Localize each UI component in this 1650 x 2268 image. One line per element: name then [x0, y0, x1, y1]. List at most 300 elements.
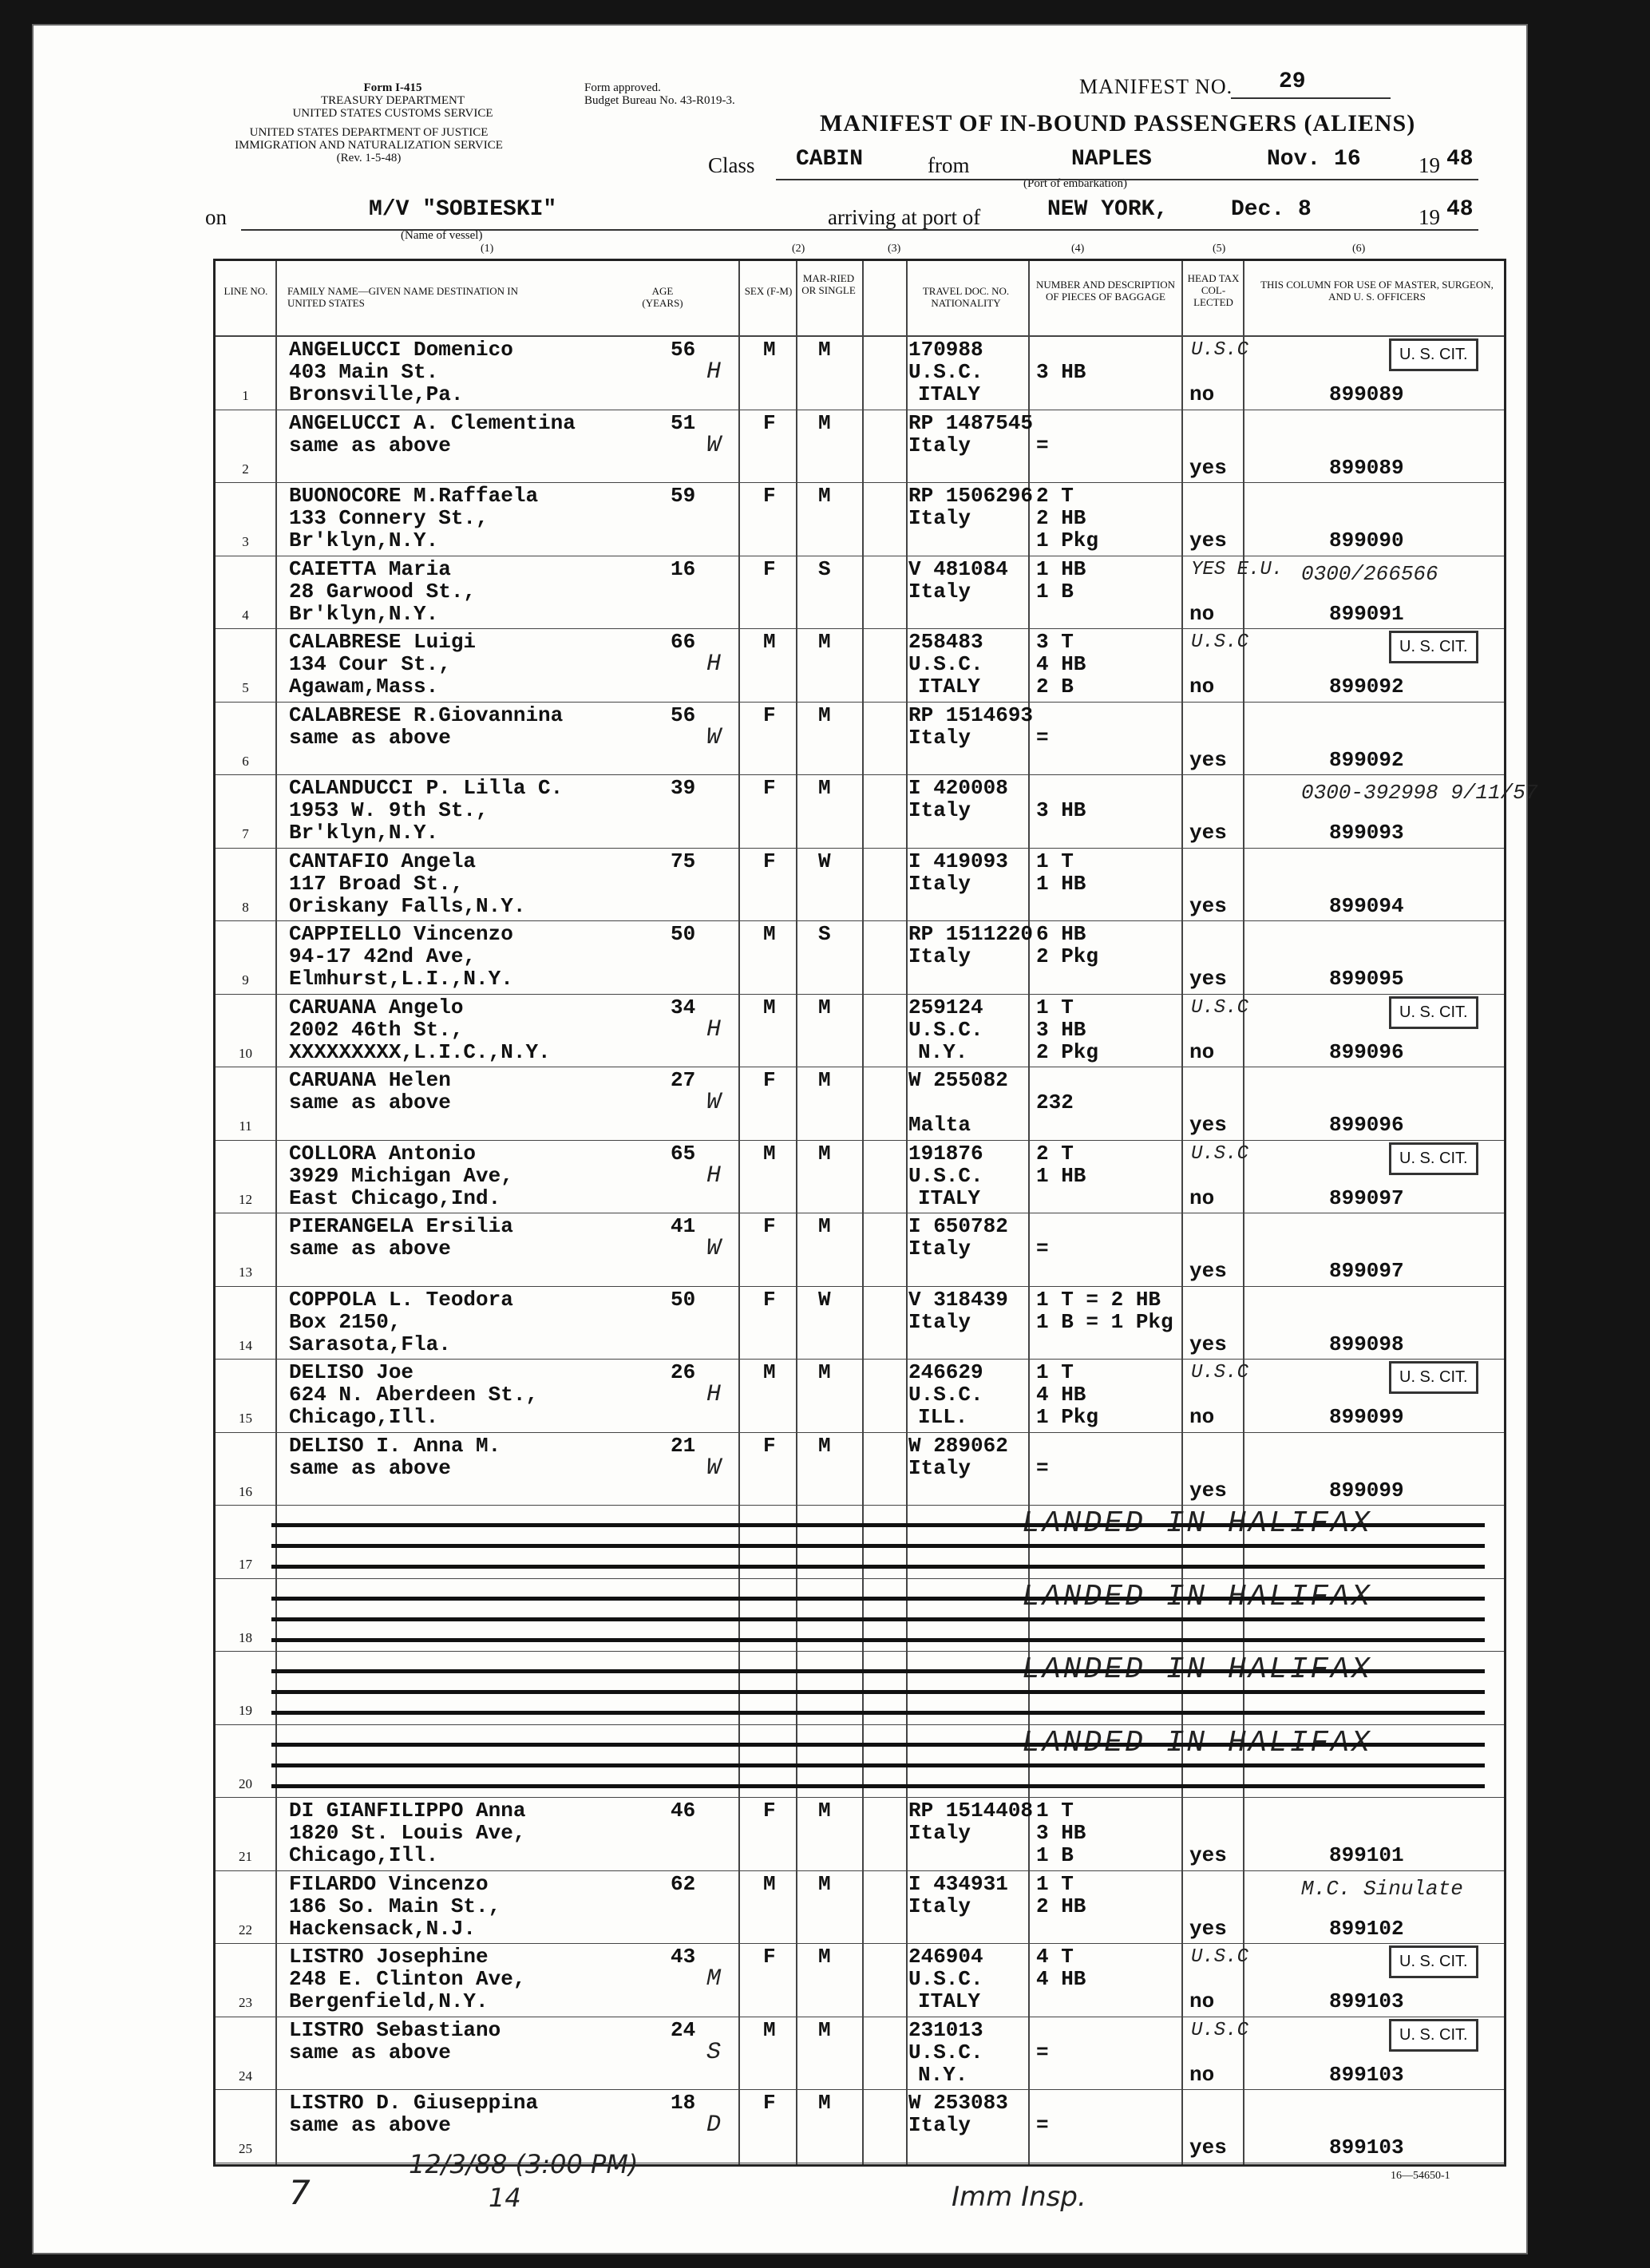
officer-number: 899092 [1329, 747, 1404, 772]
officer-handwritten: 0300-392998 9/11/57 [1301, 781, 1538, 805]
marital-status: M [818, 410, 831, 435]
family-name: BUONOCORE M.Raffaela [289, 484, 539, 508]
nationality-note: N.Y. [918, 2062, 968, 2087]
line-number: 22 [239, 1922, 252, 1937]
baggage-line: LANDED IN HALIFAX [1022, 1506, 1372, 1541]
strike-line [271, 1669, 1485, 1673]
family-name: FILARDO Vincenzo [289, 1871, 489, 1896]
head-tax: yes [1189, 1478, 1227, 1502]
officer-number: 899103 [1329, 1989, 1404, 2013]
baggage-line: 232 [1036, 1090, 1074, 1114]
baggage-line: 2 B [1036, 675, 1074, 699]
vessel-rule [241, 229, 1478, 231]
embarkation-year: 48 [1446, 147, 1474, 172]
officer-number: 899093 [1329, 821, 1404, 845]
relation-note: D [706, 2112, 722, 2139]
travel-doc: 259124 [908, 995, 983, 1019]
baggage-line: 2 HB [1036, 506, 1086, 530]
table-row [216, 337, 1504, 410]
line-number: 5 [242, 680, 249, 695]
footer-seven: 7 [289, 2173, 311, 2212]
table-row [216, 1287, 1504, 1360]
col-baggage-header: NUMBER AND DESCRIPTION OF PIECES OF BAGGAGE [1035, 279, 1176, 303]
table-row [216, 483, 1504, 556]
baggage-line: 4 HB [1036, 652, 1086, 676]
baggage-line: 1 Pkg [1036, 528, 1099, 552]
line-number: 2 [242, 461, 249, 477]
marital-status: M [818, 2017, 831, 2042]
class-value: CABIN [796, 147, 864, 172]
officer-number: 899099 [1329, 1405, 1404, 1429]
us-citizen-stamp: U. S. CIT. [1389, 1945, 1478, 1978]
address-line: 28 Garwood St., [289, 579, 477, 604]
form-line: Form I-415 [363, 81, 422, 94]
baggage-line: 1 T [1036, 849, 1074, 873]
travel-doc: 246904 [908, 1945, 983, 1969]
family-name: DELISO Joe [289, 1360, 414, 1384]
travel-doc: RP 1514693 [908, 703, 1034, 727]
address-line: 3929 Michigan Ave, [289, 1163, 513, 1188]
vessel-name: M/V "SOBIESKI" [369, 197, 557, 222]
age: 62 [671, 1871, 696, 1896]
address-line: same as above [289, 1090, 451, 1114]
address-line: same as above [289, 1237, 451, 1261]
address-line: Elmhurst,L.I.,N.Y. [289, 967, 513, 991]
nationality-note: ITALY [918, 1989, 981, 2013]
age: 65 [671, 1141, 696, 1166]
baggage-line: 1 B [1036, 579, 1074, 604]
marital-status: M [818, 1871, 831, 1896]
head-tax: yes [1189, 893, 1227, 918]
baggage-line: 2 T [1036, 484, 1074, 508]
address-line: Box 2150, [289, 1309, 402, 1334]
address-line: Agawam,Mass. [289, 675, 439, 699]
address-line: Hackensack,N.J. [289, 1916, 477, 1941]
nationality: Italy [908, 433, 971, 457]
address-line: Bergenfield,N.Y. [289, 1989, 489, 2013]
line-number: 16 [239, 1483, 252, 1499]
nationality: U.S.C. [908, 2040, 983, 2064]
nationality: U.S.C. [908, 360, 983, 384]
officer-number: 899094 [1329, 893, 1404, 918]
embarkation-year-prefix: 19 [1419, 153, 1440, 177]
manifest-no-rule [1231, 97, 1391, 99]
strike-line [271, 1784, 1485, 1788]
strike-line [271, 1597, 1485, 1601]
baggage-line: 3 HB [1036, 798, 1086, 822]
address-line: 134 Cour St., [289, 652, 451, 676]
marital-status: M [818, 338, 831, 362]
col-age-header: AGE (YEARS) [642, 285, 683, 309]
manifest-no: 29 [1279, 69, 1306, 94]
address-line: Oriskany Falls,N.Y. [289, 893, 526, 918]
table-row [216, 1871, 1504, 1944]
strike-line [271, 1638, 1485, 1642]
embarkation-port: NAPLES [1071, 147, 1152, 172]
officer-handwritten: 0300/266566 [1301, 561, 1438, 586]
sex: F [763, 1799, 776, 1823]
family-name: COLLORA Antonio [289, 1141, 477, 1166]
baggage-line: 2 Pkg [1036, 944, 1099, 968]
nationality: Italy [908, 798, 971, 822]
marital-status: M [818, 1214, 831, 1238]
age: 26 [671, 1360, 696, 1384]
col-number: (3) [888, 243, 901, 255]
class-label: Class [708, 153, 755, 177]
arrival-year: 48 [1446, 197, 1474, 222]
relation-note: W [706, 723, 722, 751]
col-travel-header: TRAVEL DOC. NO. NATIONALITY [922, 285, 1010, 309]
col-number: (2) [792, 243, 805, 255]
travel-doc: V 481084 [908, 556, 1008, 581]
strike-line [271, 1523, 1485, 1527]
doj-line: IMMIGRATION AND NATURALIZATION SERVICE [235, 139, 503, 152]
officer-number: 899099 [1329, 1478, 1404, 1502]
sex: M [763, 1871, 776, 1896]
baggage-line: 4 HB [1036, 1383, 1086, 1407]
nationality: Italy [908, 2113, 971, 2137]
travel-doc: RP 1487545 [908, 410, 1034, 435]
relation-note: W [706, 431, 722, 459]
table-row [216, 2017, 1504, 2090]
baggage-line: = [1036, 1237, 1049, 1261]
tax-handwritten: U.S.C [1191, 1142, 1249, 1165]
head-tax: no [1189, 675, 1215, 699]
line-number: 10 [239, 1045, 252, 1061]
line-number: 9 [242, 972, 249, 988]
head-tax: no [1189, 1185, 1215, 1210]
class-rule [776, 179, 1478, 180]
head-tax: yes [1189, 1259, 1227, 1283]
sex: F [763, 1945, 776, 1969]
table-row [216, 1652, 1504, 1724]
sex: M [763, 630, 776, 654]
officer-number: 899095 [1329, 967, 1404, 991]
us-citizen-stamp: U. S. CIT. [1389, 1142, 1478, 1175]
family-name: ANGELUCCI A. Clementina [289, 410, 576, 435]
sex: F [763, 703, 776, 727]
table-row [216, 1433, 1504, 1506]
manifest-title: MANIFEST OF IN-BOUND PASSENGERS (ALIENS) [820, 110, 1416, 137]
us-citizen-stamp: U. S. CIT. [1389, 631, 1478, 663]
age: 56 [671, 703, 696, 727]
col-number: (6) [1352, 243, 1366, 255]
travel-doc: I 419093 [908, 849, 1008, 873]
sex: F [763, 410, 776, 435]
approval-block [584, 81, 735, 107]
baggage-line: 3 T [1036, 630, 1074, 654]
relation-note: H [706, 1162, 722, 1189]
nationality: Italy [908, 1821, 971, 1845]
arrival-year-prefix: 19 [1419, 205, 1440, 229]
officer-number: 899097 [1329, 1259, 1404, 1283]
table-row [216, 995, 1504, 1067]
head-tax: no [1189, 1405, 1215, 1429]
marital-status: M [818, 995, 831, 1019]
table-row [216, 1506, 1504, 1578]
doj-line: UNITED STATES DEPARTMENT OF JUSTICE [249, 126, 489, 139]
baggage-line: = [1036, 2040, 1049, 2064]
col-sex-header: SEX (F-M) [744, 285, 793, 297]
col-number: (4) [1071, 243, 1085, 255]
sex: F [763, 2091, 776, 2115]
manifest-no-label: MANIFEST NO. [1079, 75, 1233, 98]
table-row [216, 849, 1504, 921]
age: 56 [671, 338, 696, 362]
baggage-line: 3 HB [1036, 360, 1086, 384]
table-row [216, 1067, 1504, 1140]
age: 18 [671, 2091, 696, 2115]
line-number: 12 [239, 1191, 252, 1207]
nationality: U.S.C. [908, 1163, 983, 1188]
approval-line: Form approved. [584, 81, 661, 94]
col-number: (5) [1213, 243, 1226, 255]
address-line: same as above [289, 433, 451, 457]
line-number: 20 [239, 1775, 252, 1791]
table-row [216, 1213, 1504, 1286]
nationality-note: N.Y. [918, 1039, 968, 1064]
head-tax: yes [1189, 747, 1227, 772]
nationality: Malta [908, 1113, 971, 1137]
us-citizen-stamp: U. S. CIT. [1389, 338, 1478, 371]
baggage-line: 1 B [1036, 1843, 1074, 1867]
travel-doc: W 255082 [908, 1068, 1008, 1092]
sex: F [763, 776, 776, 800]
line-number: 11 [239, 1118, 252, 1134]
line-number: 7 [242, 826, 249, 841]
family-name: CARUANA Angelo [289, 995, 464, 1019]
family-name: ANGELUCCI Domenico [289, 338, 513, 362]
sex: F [763, 484, 776, 508]
age: 27 [671, 1068, 696, 1092]
marital-status: M [818, 1068, 831, 1092]
marital-status: M [818, 1141, 831, 1166]
travel-doc: RP 1506296 [908, 484, 1034, 508]
address-line: 248 E. Clinton Ave, [289, 1967, 526, 1991]
nationality-note: ILL. [918, 1405, 968, 1429]
marital-status: M [818, 1945, 831, 1969]
family-name: CALABRESE Luigi [289, 630, 477, 654]
port-caption: (Port of embarkation) [1023, 177, 1127, 190]
address-line: Br'klyn,N.Y. [289, 601, 439, 626]
travel-doc: 170988 [908, 338, 983, 362]
nationality: Italy [908, 506, 971, 530]
officer-handwritten: M.C. Sinulate [1301, 1876, 1463, 1901]
line-number: 18 [239, 1629, 252, 1645]
baggage-line: 1 B = 1 Pkg [1036, 1309, 1173, 1334]
embarkation-date: Nov. 16 [1267, 147, 1361, 172]
nationality: Italy [908, 1894, 971, 1918]
relation-note: H [706, 358, 722, 386]
family-name: CALANDUCCI P. Lilla C. [289, 776, 564, 800]
nationality: U.S.C. [908, 1383, 983, 1407]
age: 50 [671, 922, 696, 946]
address-line: Sarasota,Fla. [289, 1332, 451, 1356]
address-line: 1953 W. 9th St., [289, 798, 489, 822]
marital-status: M [818, 776, 831, 800]
family-name: LISTRO D. Giuseppina [289, 2091, 539, 2115]
baggage-line: 1 Pkg [1036, 1405, 1099, 1429]
marital-status: W [818, 1287, 831, 1312]
officer-number: 899102 [1329, 1916, 1404, 1941]
marital-status: M [818, 630, 831, 654]
form-code: 16—54650-1 [1391, 2170, 1450, 2182]
head-tax: yes [1189, 1113, 1227, 1137]
baggage-line: 1 T = 2 HB [1036, 1287, 1161, 1312]
age: 50 [671, 1287, 696, 1312]
baggage-line: 1 HB [1036, 871, 1086, 896]
approval-line: Budget Bureau No. 43-R019-3. [584, 94, 735, 107]
vessel-caption: (Name of vessel) [401, 229, 483, 242]
arrival-port: NEW YORK, [1047, 197, 1169, 222]
family-name: LISTRO Josephine [289, 1945, 489, 1969]
form-line: UNITED STATES CUSTOMS SERVICE [292, 107, 493, 120]
travel-doc: I 650782 [908, 1214, 1008, 1238]
line-number: 14 [239, 1337, 252, 1353]
us-citizen-stamp: U. S. CIT. [1389, 1361, 1478, 1394]
relation-note: W [706, 1089, 722, 1116]
age: 34 [671, 995, 696, 1019]
travel-doc: V 318439 [908, 1287, 1008, 1312]
travel-doc: RP 1511220 [908, 922, 1034, 946]
address-line: 133 Connery St., [289, 506, 489, 530]
relation-note: W [706, 1454, 722, 1482]
sex: F [763, 1214, 776, 1238]
strike-line [271, 1711, 1485, 1715]
doj-block [201, 126, 536, 164]
table-row [216, 775, 1538, 848]
baggage-line: 3 HB [1036, 1821, 1086, 1845]
table-row [216, 1141, 1504, 1213]
table-row [216, 1798, 1504, 1870]
sex: F [763, 1433, 776, 1458]
baggage-line: LANDED IN HALIFAX [1022, 1653, 1372, 1687]
table-row [216, 1579, 1504, 1652]
address-line: XXXXXXXXX,L.I.C.,N.Y. [289, 1039, 551, 1064]
table-row [216, 629, 1504, 702]
age: 16 [671, 556, 696, 581]
travel-doc: W 289062 [908, 1433, 1008, 1458]
address-line: Bronsville,Pa. [289, 382, 464, 406]
line-number: 23 [239, 1995, 252, 2010]
strike-line [271, 1617, 1485, 1621]
family-name: CANTAFIO Angela [289, 849, 477, 873]
officer-number: 899090 [1329, 528, 1404, 552]
officer-number: 899092 [1329, 675, 1404, 699]
officer-number: 899097 [1329, 1185, 1404, 1210]
baggage-line: 3 HB [1036, 1017, 1086, 1042]
age: 39 [671, 776, 696, 800]
sex: M [763, 338, 776, 362]
address-line: 1820 St. Louis Ave, [289, 1821, 526, 1845]
baggage-line: 1 HB [1036, 556, 1086, 581]
sex: M [763, 1360, 776, 1384]
tax-handwritten: U.S.C [1191, 2019, 1249, 2041]
head-tax: yes [1189, 1843, 1227, 1867]
address-line: same as above [289, 2113, 451, 2137]
travel-doc: 231013 [908, 2017, 983, 2042]
officer-number: 899096 [1329, 1039, 1404, 1064]
nationality: Italy [908, 944, 971, 968]
age: 59 [671, 484, 696, 508]
footer-fourteen: 14 [489, 2183, 521, 2213]
from-label: from [928, 153, 970, 177]
address-line: same as above [289, 725, 451, 750]
on-label: on [205, 205, 227, 229]
travel-doc: 246629 [908, 1360, 983, 1384]
marital-status: M [818, 703, 831, 727]
sex: F [763, 556, 776, 581]
officer-number: 899103 [1329, 2135, 1404, 2159]
baggage-line: = [1036, 433, 1049, 457]
age: 46 [671, 1799, 696, 1823]
sex: M [763, 2017, 776, 2042]
address-line: 624 N. Aberdeen St., [289, 1383, 539, 1407]
travel-doc: I 434931 [908, 1871, 1008, 1896]
head-tax: no [1189, 601, 1215, 626]
head-tax: yes [1189, 821, 1227, 845]
sex: F [763, 1287, 776, 1312]
nationality: Italy [908, 1455, 971, 1480]
relation-note: H [706, 651, 722, 678]
col-name-header: FAMILY NAME—GIVEN NAME DESTINATION IN UNITED STATES [287, 285, 519, 309]
head-tax: yes [1189, 2135, 1227, 2159]
table-row [216, 921, 1504, 994]
nationality: U.S.C. [908, 1967, 983, 1991]
baggage-line: 1 T [1036, 1799, 1074, 1823]
line-number: 19 [239, 1703, 252, 1718]
address-line: Chicago,Ill. [289, 1405, 439, 1429]
line-number: 1 [242, 388, 249, 403]
line-number: 17 [239, 1557, 252, 1572]
nationality: Italy [908, 871, 971, 896]
passenger-table [213, 259, 1538, 2167]
us-citizen-stamp: U. S. CIT. [1389, 996, 1478, 1029]
doj-line: (Rev. 1-5-48) [336, 152, 402, 164]
marital-status: M [818, 484, 831, 508]
family-name: CAPPIELLO Vincenzo [289, 922, 513, 946]
address-line: Chicago,Ill. [289, 1843, 439, 1867]
strike-line [271, 1743, 1485, 1747]
sex: M [763, 922, 776, 946]
us-citizen-stamp: U. S. CIT. [1389, 2019, 1478, 2052]
marital-status: S [818, 556, 831, 581]
line-number: 13 [239, 1265, 252, 1280]
table-row [216, 1360, 1504, 1432]
sex: F [763, 849, 776, 873]
age: 24 [671, 2017, 696, 2042]
travel-doc: 191876 [908, 1141, 983, 1166]
table-row [216, 410, 1504, 483]
head-tax: no [1189, 2062, 1215, 2087]
officer-number: 899098 [1329, 1332, 1404, 1356]
baggage-line: = [1036, 1455, 1049, 1480]
nationality-note: ITALY [918, 382, 981, 406]
head-tax: no [1189, 382, 1215, 406]
col-married-header: MAR-RIED OR SINGLE [801, 272, 856, 296]
marital-status: M [818, 1799, 831, 1823]
family-name: DI GIANFILIPPO Anna [289, 1799, 526, 1823]
travel-doc: RP 1514408 [908, 1799, 1034, 1823]
officer-number: 899101 [1329, 1843, 1404, 1867]
arrival-date: Dec. 8 [1231, 197, 1312, 222]
table-row [216, 1944, 1504, 2017]
marital-status: W [818, 849, 831, 873]
baggage-line: 4 T [1036, 1945, 1074, 1969]
tax-handwritten: U.S.C [1191, 339, 1249, 361]
baggage-line: 1 T [1036, 1871, 1074, 1896]
baggage-line: 6 HB [1036, 922, 1086, 946]
